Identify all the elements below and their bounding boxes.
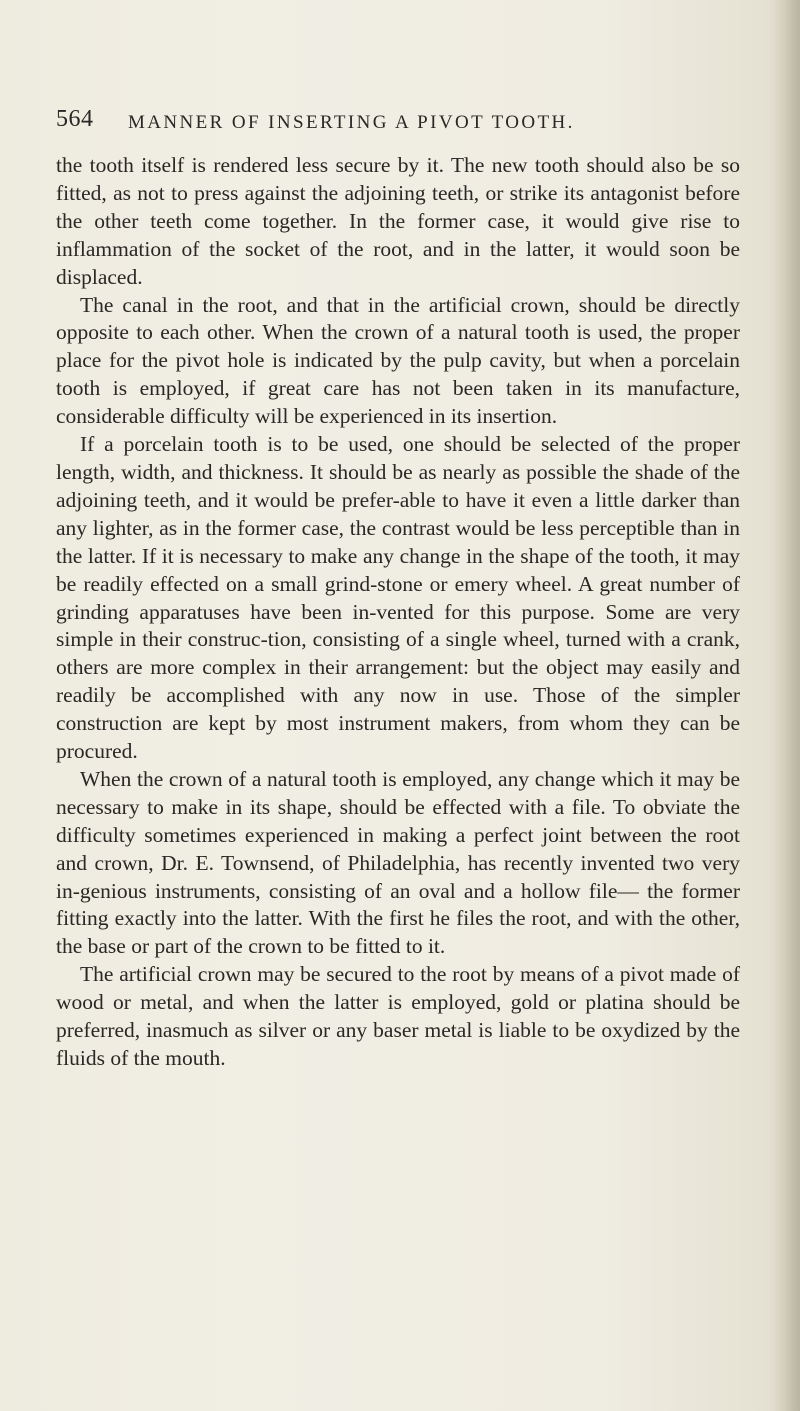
running-head <box>56 106 716 152</box>
page-number: 564 <box>56 106 94 132</box>
page-edge-shadow <box>774 0 800 1411</box>
running-title: MANNER OF INSERTING A PIVOT TOOTH. <box>128 112 575 133</box>
paragraph: The artificial crown may be secured to the root by means of a pivot made of wood or metal, and when the latter is employed, gold or platina should be preferred, inasmuch as silver or any baser metal is liable to be oxydized by the fluids of the mouth. <box>56 962 740 1070</box>
paragraph: The canal in the root, and that in the artificial crown, should be directly opposite to each other. When the crown of a natural tooth is used, the proper place for the pivot hole is indicated by the pulp cavity, but when a porcelain tooth is employed, if great care has not been taken in its manufacture, considerable difficulty will be experienced in its insertion. <box>56 292 740 429</box>
paragraph: If a porcelain tooth is to be used, one should be selected of the proper length, width, and thickness. It should be as nearly as possible the shade of the adjoining teeth, and it would be prefer-able to have it even a little darker than any lighter, as in the former case, the contrast would be less perceptible than in the latter. If it is necessary to make any change in the shape of the tooth, it may be readily effected on a small grind-stone or emery wheel. A great number of grinding apparatuses have been in-vented for this purpose. Some are very simple in their construc-tion, consisting of a single wheel, turned with a crank, others are more complex in their arrangement: but the object may easily and readily be accomplished with any now in use. Those of the simpler construction are kept by most instrument makers, from whom they can be procured. <box>56 432 740 764</box>
paragraph: When the crown of a natural tooth is employed, any change which it may be necessary to make in its shape, should be effected with a file. To obviate the difficulty sometimes experienced in making a perfect joint between the root and crown, Dr. E. Townsend, of Philadelphia, has recently invented two very in-genious instruments, consisting of an oval and a hollow file— the former fitting exactly into the latter. With the first he files the root, and with the other, the base or part of the crown to be fitted to it. <box>56 766 740 959</box>
paragraph: the tooth itself is rendered less secure by it. The new tooth should also be so fitted, as not to press against the adjoining teeth, or strike its antagonist before the other teeth come together. In the former case, it would give rise to inflammation of the socket of the root, and in the latter, it would soon be displaced. <box>56 153 740 289</box>
body-text <box>56 152 740 1073</box>
